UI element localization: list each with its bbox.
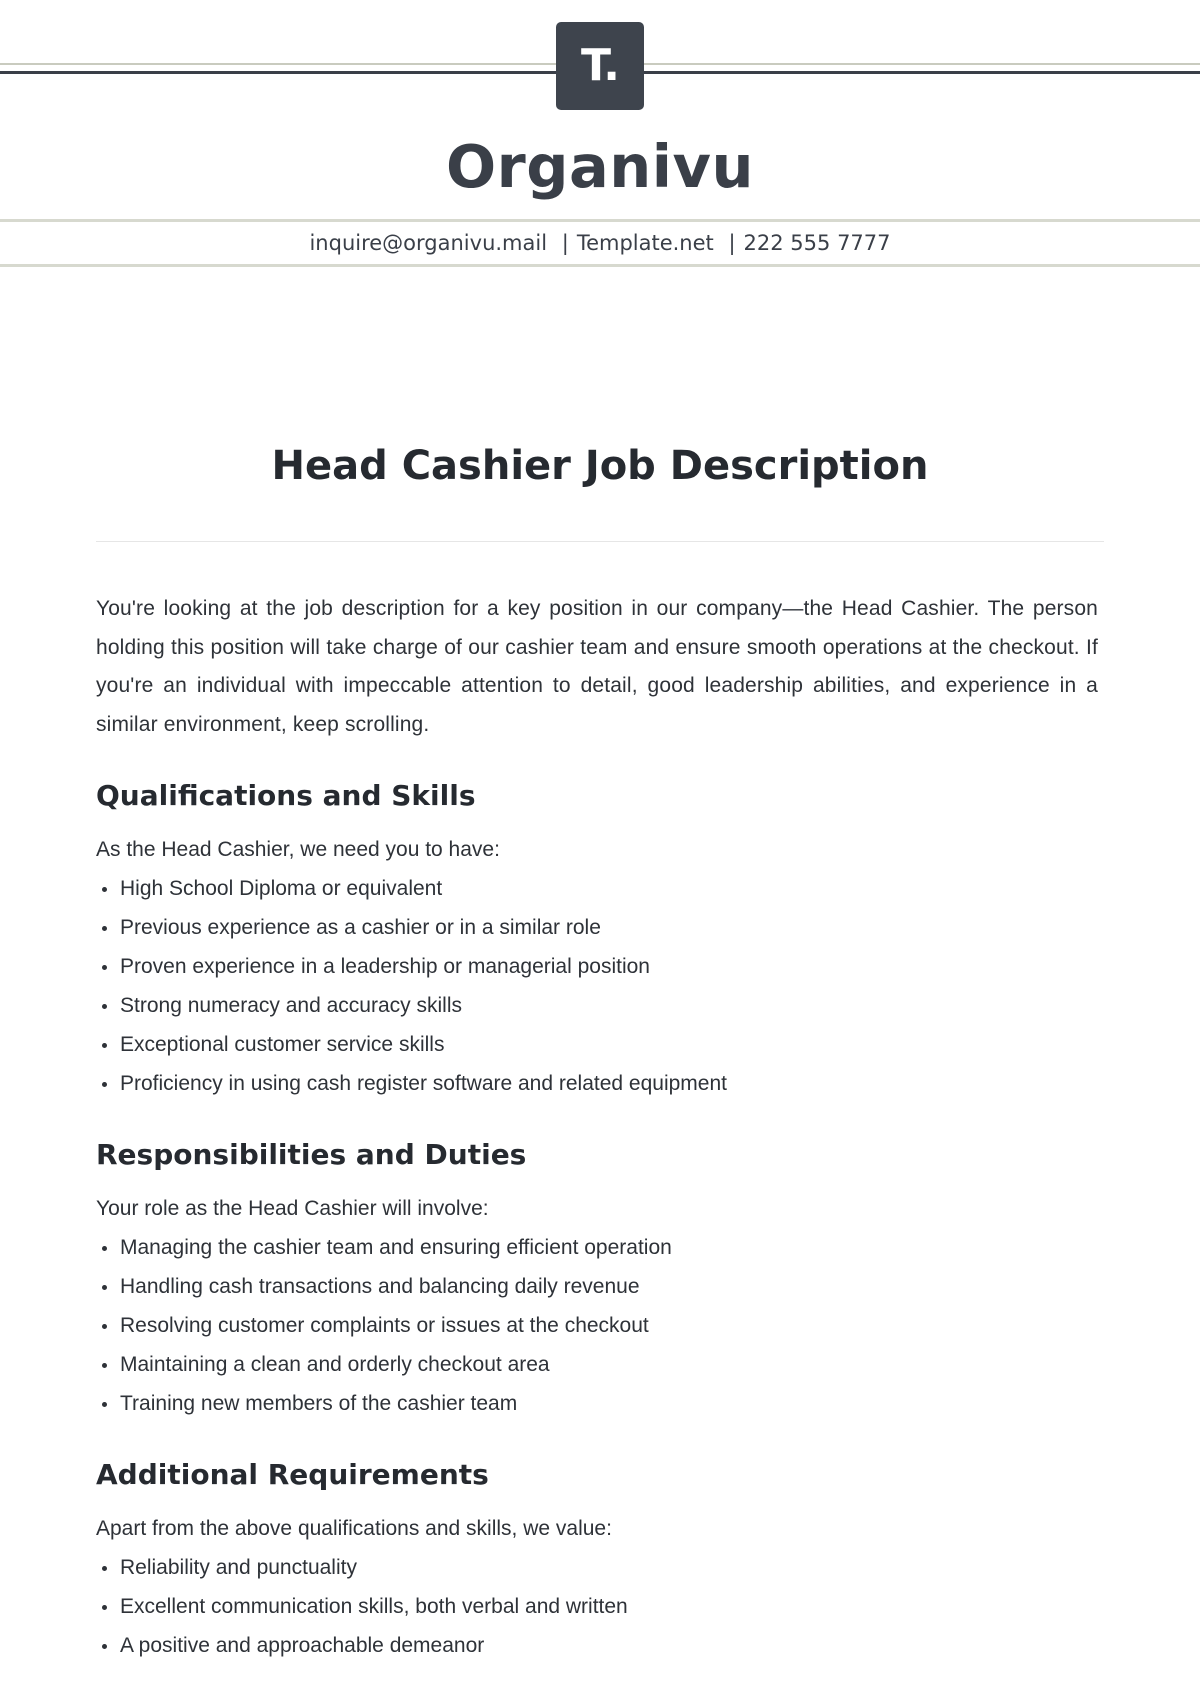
list-item-text: A positive and approachable demeanor (120, 1634, 485, 1657)
section-heading: Responsibilities and Duties (96, 1138, 527, 1171)
list-item-text: Training new members of the cashier team (120, 1392, 518, 1415)
list-item (96, 1267, 1098, 1306)
list-item (96, 1548, 1098, 1587)
bullet-list (96, 1228, 1098, 1423)
list-item-text: Handling cash transactions and balancing daily revenue (120, 1275, 640, 1298)
bullet-icon (102, 1043, 107, 1048)
company-logo: T. (556, 22, 644, 110)
contact-separator: | (561, 231, 569, 255)
list-item-text: Resolving customer complaints or issues at the checkout (120, 1314, 649, 1337)
section-heading: Qualifications and Skills (96, 779, 476, 812)
bullet-icon (102, 1644, 107, 1649)
bullet-icon (102, 1004, 107, 1009)
list-item (96, 1345, 1098, 1384)
company-name: Organivu (446, 132, 754, 201)
list-item (96, 1025, 1098, 1064)
list-item (96, 1228, 1098, 1267)
title-divider (96, 541, 1104, 542)
list-item-text: Proficiency in using cash register software and related equipment (120, 1072, 727, 1095)
list-item (96, 1626, 1098, 1665)
sections-container (96, 776, 1098, 1665)
list-item-text: Proven experience in a leadership or managerial position (120, 955, 650, 978)
list-item-text: Excellent communication skills, both verbal and written (120, 1595, 628, 1618)
list-item-text: Strong numeracy and accuracy skills (120, 994, 462, 1017)
bullet-icon (102, 926, 107, 931)
section (96, 776, 1098, 1103)
list-item-text: Managing the cashier team and ensuring efficient operation (120, 1236, 672, 1259)
bullet-icon (102, 887, 107, 892)
document-body (96, 590, 1098, 1665)
contact-email[interactable]: inquire@organivu.mail (309, 231, 548, 255)
section-lead: Your role as the Head Cashier will involve: (96, 1197, 489, 1220)
contact-separator: | (728, 231, 736, 255)
letterhead (0, 0, 1200, 270)
bullet-icon (102, 965, 107, 970)
bullet-icon (102, 1566, 107, 1571)
list-item (96, 908, 1098, 947)
bullet-icon (102, 1246, 107, 1251)
document-title: Head Cashier Job Description (271, 443, 929, 489)
section-lead: Apart from the above qualifications and skills, we value: (96, 1517, 612, 1540)
contact-rule-bottom (0, 264, 1200, 267)
list-item (96, 947, 1098, 986)
bullet-icon (102, 1363, 107, 1368)
contact-line (0, 229, 1200, 257)
bullet-icon (102, 1402, 107, 1407)
bullet-icon (102, 1082, 107, 1087)
list-item (96, 1587, 1098, 1626)
section (96, 1135, 1098, 1423)
list-item (96, 869, 1098, 908)
list-item-text: Maintaining a clean and orderly checkout area (120, 1353, 550, 1376)
bullet-list (96, 1548, 1098, 1665)
bullet-icon (102, 1285, 107, 1290)
bullet-icon (102, 1605, 107, 1610)
list-item-text: High School Diploma or equivalent (120, 877, 443, 900)
list-item (96, 1064, 1098, 1103)
section-heading: Additional Requirements (96, 1458, 489, 1491)
list-item-text: Exceptional customer service skills (120, 1033, 445, 1056)
intro-paragraph: You're looking at the job description for a key position in our company—the Head Cashier. The person holding this position will take charge of our cashier team and ensure smooth operations at the checkout. If you're an individual with impeccable attention to detail, good leadership abilities, and experience in a similar environment, keep scrolling. (96, 597, 1098, 736)
section (96, 1455, 1098, 1665)
bullet-icon (102, 1324, 107, 1329)
bullet-list (96, 869, 1098, 1103)
list-item-text: Reliability and punctuality (120, 1556, 357, 1579)
contact-phone: 222 555 7777 (743, 231, 891, 255)
list-item (96, 986, 1098, 1025)
list-item-text: Previous experience as a cashier or in a similar role (120, 916, 601, 939)
list-item (96, 1384, 1098, 1423)
list-item (96, 1306, 1098, 1345)
contact-website[interactable]: Template.net (576, 231, 714, 255)
contact-rule-top (0, 219, 1200, 222)
section-lead: As the Head Cashier, we need you to have: (96, 838, 500, 861)
